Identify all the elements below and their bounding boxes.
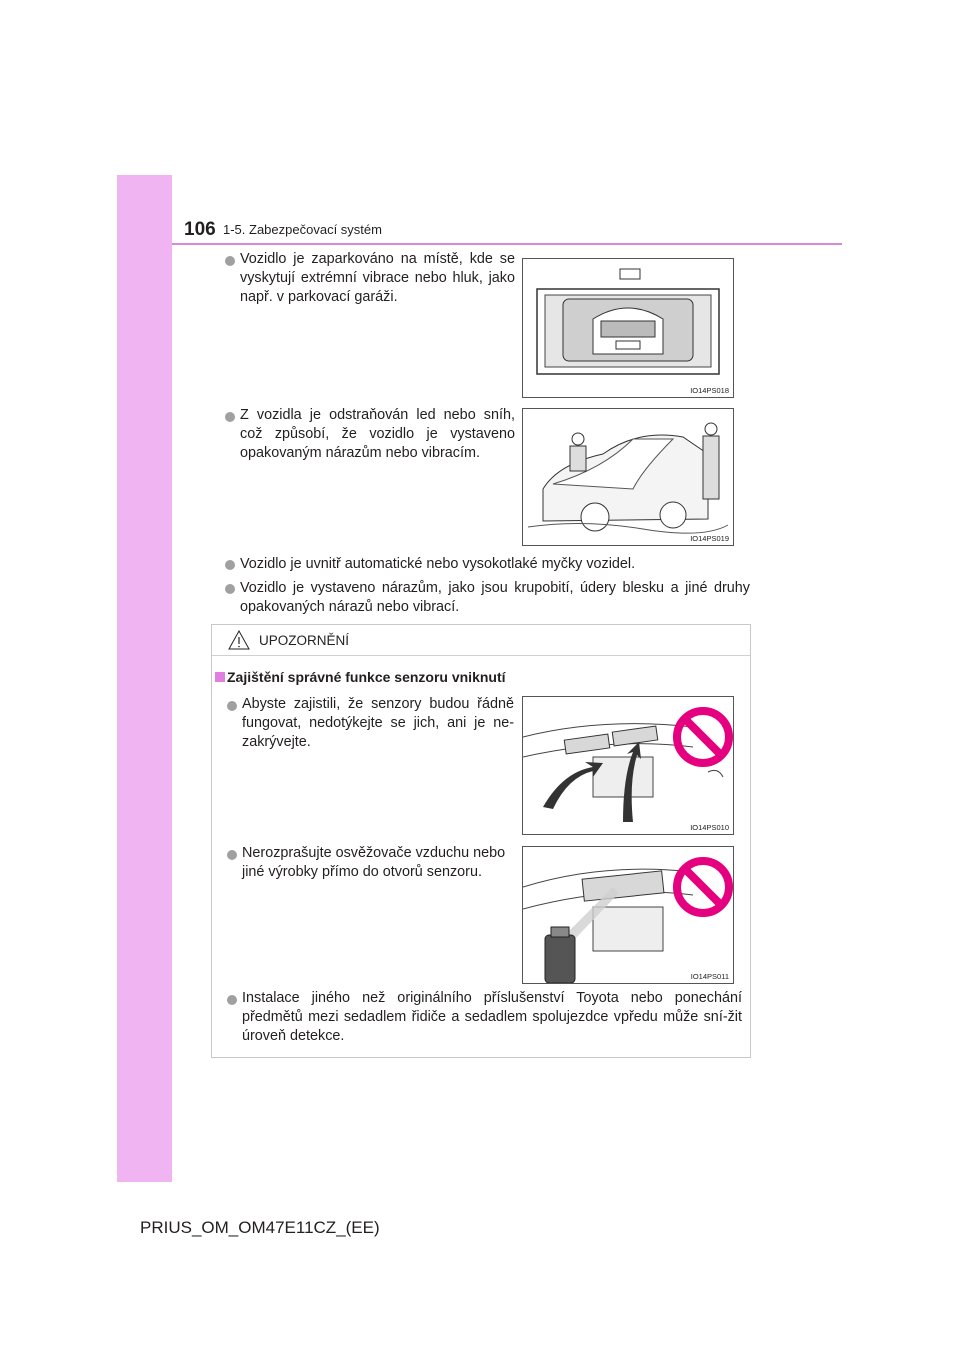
garage-illustration: [523, 259, 733, 397]
bullet-icon: [227, 850, 237, 860]
bullet-icon: [225, 256, 235, 266]
figure-spray: [522, 846, 734, 984]
bullet-icon: [227, 995, 237, 1005]
page-number: 106: [184, 219, 216, 240]
figure-garage: [522, 258, 734, 398]
snow-illustration: [523, 409, 733, 545]
caution-item: Abyste zajistili, že senzory budou řádně fungovat, nedotýkejte se jich, ani je ne-zakrývejte.: [242, 696, 514, 750]
caution-subheading: Zajištění správné funkce senzoru vniknutí: [227, 669, 506, 685]
figure-code: IO14PS011: [690, 972, 729, 981]
bullet-text: Vozidlo je uvnitř automatické nebo vysokotlaké myčky vozidel.: [240, 556, 636, 572]
header-rule: [172, 243, 842, 245]
side-tab: [117, 175, 172, 1182]
caution-item: Nerozprašujte osvěžovače vzduchu nebo jiné výrobky přímo do otvorů senzoru.: [242, 845, 506, 880]
bullet-icon: [227, 701, 237, 711]
caution-title: UPOZORNĚNÍ: [259, 633, 350, 648]
footer-code: PRIUS_OM_OM47E11CZ_(EE): [140, 1218, 380, 1237]
caution-header: [212, 625, 750, 656]
section-title: 1-5. Zabezpečovací systém: [223, 222, 382, 237]
bullet-icon: [225, 412, 235, 422]
figure-sensor-touch: [522, 696, 734, 835]
figure-code: IO14PS019: [690, 534, 729, 543]
bullet-text: Vozidlo je vystaveno nárazům, jako jsou krupobití, údery blesku a jiné druhy opakovaných nárazů nebo vibrací.: [240, 580, 750, 615]
figure-snow-removal: [522, 408, 734, 546]
bullet-icon: [225, 560, 235, 570]
bullet-text: Z vozidla je odstraňován led nebo sníh, což způsobí, že vozidlo je vystaveno opakovaným nárazům nebo vibracím.: [240, 407, 515, 461]
figure-code: IO14PS010: [690, 823, 729, 832]
warning-triangle-icon: [228, 630, 250, 650]
figure-code: IO14PS018: [690, 386, 729, 395]
square-bullet-icon: [215, 672, 225, 682]
bullet-icon: [225, 584, 235, 594]
spray-illustration: [523, 847, 733, 983]
sensor-touch-illustration: [523, 697, 733, 834]
caution-item: Instalace jiného než originálního příslušenství Toyota nebo ponechání předmětů mezi sedadlem řidiče a sedadlem spolujezdce vpředu může sní-žit úroveň detekce.: [242, 990, 742, 1044]
bullet-text: Vozidlo je zaparkováno na místě, kde se vyskytují extrémní vibrace nebo hluk, jako např. v parkovací garáži.: [240, 251, 515, 305]
